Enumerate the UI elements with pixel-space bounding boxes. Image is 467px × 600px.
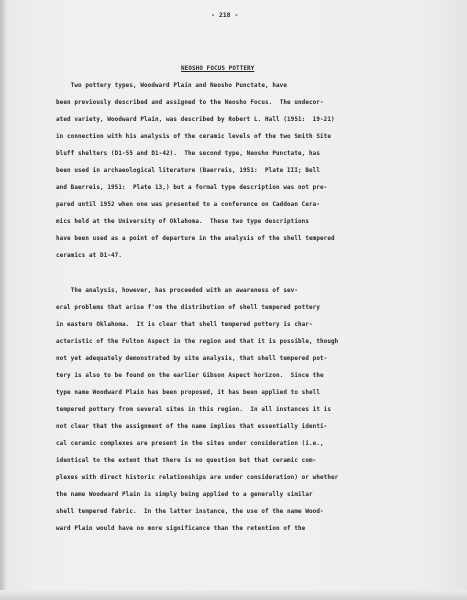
page-number: - 218 - [211,11,239,19]
text-line: mics held at the University of Oklahoma. These two type descriptions [56,219,309,225]
text-line: type name Woodward Plain has been proposed, it has been applied to shell [56,390,320,396]
text-line: pared until 1952 when one was presented to a conference on Caddoan Cera- [56,202,320,208]
text-line: tery is also to be found on the earlier Gibson Aspect horizon. Since the [56,373,324,379]
text-line: ated variety, Woodward Plain, was described by Robert L. Hall (1951: 19-21) [56,117,335,123]
text-line: cal ceramic complexes are present in the sites under consideration (i.e., [56,441,324,447]
text-line: and Baerreis, 1951: Plate 13,) but a formal type description was not pre- [56,185,328,191]
text-line: been previously described and assigned to the Neosho Focus. The undecor- [56,100,324,106]
text-line: eral problems that arise f'om the distribution of shell tempered pottery [56,305,320,311]
text-line: ceramics at D1-47. [56,253,122,259]
text-line: not yet adequately demonstrated by site analysis, that shell tempered pot- [56,356,328,362]
text-line: the name Woodward Plain is simply being applied to a generally similar [56,492,313,498]
text-line: acteristic of the Fulton Aspect in the region and that it is possible, though [56,339,339,345]
section-heading: NEOSHO FOCUS POTTERY [181,66,255,72]
text-line: plexes with direct historic relationships are under consideration) or whether [56,475,339,481]
text-line: tempered pottery from several sites in this region. In all instances it is [56,407,331,413]
text-line: in connection with his analysis of the ceramic levels of the two Smith Site [56,134,331,140]
text-line: not clear that the assignment of the name implies that essentially identi- [56,424,328,430]
text-line: Two pottery types, Woodward Plain and Neosho Punctate, have [56,83,287,89]
text-line: The analysis, however, has proceeded with an awareness of sev- [56,288,298,294]
text-line: been used in archaeological literature (Baerreis, 1951: Plate III; Bell [56,168,320,174]
text-line: shell tempered fabric. In the latter instance, the use of the name Wood- [56,509,324,515]
text-line: have been used as a point of departure in the analysis of the shell tempered [56,236,335,242]
page-shadow-bottom [0,590,467,600]
page-shadow-left [0,0,7,600]
text-line: ward Plain would have no more significance than the retention of the [56,526,306,532]
text-line: identical to the extent that there is no question but that ceramic com- [56,458,317,464]
text-line: bluff shelters (D1-55 and D1-42). The second type, Neosho Punctate, has [56,151,320,157]
text-line: in eastern Oklahoma. It is clear that shell tempered pottery is char- [56,322,313,328]
